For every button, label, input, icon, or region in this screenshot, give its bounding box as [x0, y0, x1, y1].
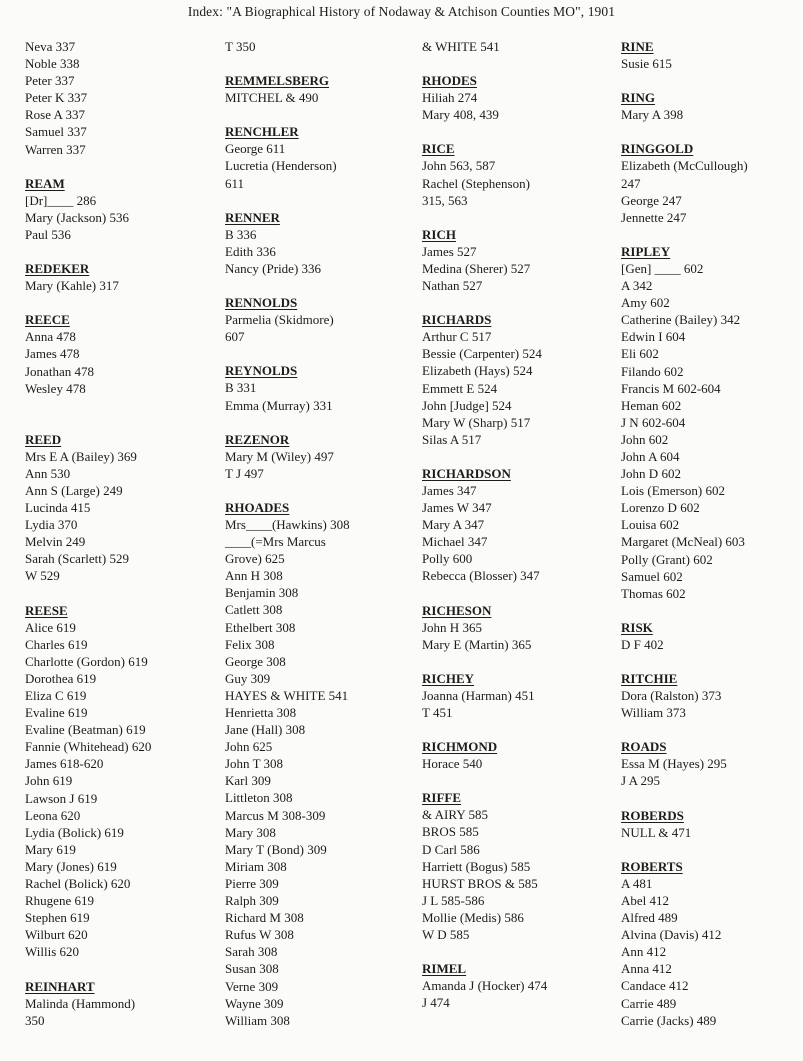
index-entry: J A 295 — [621, 773, 661, 789]
surname-heading: REED — [25, 431, 62, 447]
index-entry: Emmett E 524 — [422, 380, 498, 396]
index-entry: William 373 — [621, 705, 686, 721]
index-entry: James 618-620 — [25, 756, 104, 772]
index-entry: Noble 338 — [25, 56, 80, 72]
index-entry: Alfred 489 — [621, 910, 678, 926]
index-entry: Evaline 619 — [25, 705, 88, 721]
index-entry: Edwin I 604 — [621, 329, 686, 345]
index-entry: T 451 — [422, 705, 453, 720]
index-entry: John T 308 — [225, 756, 284, 772]
index-entry: Polly 600 — [422, 551, 473, 567]
index-entry: Silas A 517 — [422, 431, 482, 447]
index-entry: Paul 536 — [25, 226, 71, 242]
index-entry: Eli 602 — [621, 346, 659, 362]
index-entry: Elizabeth (McCullough) — [621, 158, 748, 174]
index-entry: Richard M 308 — [225, 910, 304, 926]
index-entry: Amanda J (Hocker) 474 — [422, 978, 548, 994]
spacer — [25, 397, 151, 431]
index-entry: John H 365 — [422, 619, 482, 635]
spacer — [225, 192, 350, 209]
surname-heading: RICH — [422, 226, 456, 242]
index-entry: Mary 619 — [25, 841, 76, 857]
index-entry: Elizabeth (Hays) 524 — [422, 363, 533, 379]
index-entry: Wesley 478 — [25, 380, 86, 396]
surname-heading: RICHARDSON — [422, 465, 511, 481]
spacer — [225, 345, 350, 362]
spacer — [422, 448, 547, 465]
surname-heading: RIPLEY — [621, 243, 671, 259]
index-entry: Medina (Sherer) 527 — [422, 260, 531, 276]
index-entry: Charles 619 — [25, 636, 88, 652]
index-column-4 — [621, 38, 748, 1029]
index-entry: W D 585 — [422, 927, 470, 943]
index-entry: Nancy (Pride) 336 — [225, 260, 322, 276]
index-entry: Fannie (Whitehead) 620 — [25, 739, 152, 755]
index-entry: Lawson J 619 — [25, 790, 98, 806]
spacer — [422, 721, 547, 738]
index-entry: Margaret (McNeal) 603 — [621, 534, 745, 550]
index-entry: 611 — [225, 175, 245, 191]
index-entry: Ann 412 — [621, 944, 667, 960]
spacer — [25, 294, 151, 311]
index-entry: Rachel (Bolick) 620 — [25, 876, 131, 892]
index-entry: Evaline (Beatman) 619 — [25, 722, 146, 738]
index-entry: T 350 — [225, 39, 256, 54]
surname-heading: REMMELSBERG — [225, 73, 330, 89]
surname-heading: RENNER — [225, 209, 280, 225]
index-entry: Guy 309 — [225, 670, 271, 686]
index-entry: Abel 412 — [621, 892, 670, 908]
surname-heading: RIMEL — [422, 961, 467, 977]
index-entry: Mary 308 — [225, 824, 276, 840]
index-entry: Michael 347 — [422, 534, 488, 550]
surname-heading: RHODES — [422, 73, 477, 89]
spacer — [621, 653, 748, 670]
index-entry: Malinda (Hammond) — [25, 995, 136, 1011]
index-entry: A 481 — [621, 875, 653, 891]
spacer — [621, 226, 748, 243]
surname-heading: REINHART — [25, 978, 95, 994]
surname-heading: REECE — [25, 312, 70, 328]
index-entry: Samuel 602 — [621, 568, 683, 584]
surname-heading: REYNOLDS — [225, 363, 298, 379]
index-entry: Mary (Jackson) 536 — [25, 209, 129, 225]
index-entry: MITCHEL & 490 — [225, 90, 319, 106]
index-entry: Willis 620 — [25, 944, 80, 960]
surname-heading: ROBERTS — [621, 858, 683, 874]
spacer — [225, 414, 350, 431]
index-entry: Stephen 619 — [25, 910, 90, 926]
surname-heading: RICHARDS — [422, 312, 492, 328]
index-entry: Lydia 370 — [25, 517, 78, 533]
index-entry: Amy 602 — [621, 295, 670, 311]
surname-heading: RIFFE — [422, 790, 461, 806]
index-entry: Benjamin 308 — [225, 585, 299, 601]
index-entry: Mary T (Bond) 309 — [225, 841, 327, 857]
index-entry: Lucretia (Henderson) — [225, 158, 337, 174]
index-entry: [Gen] ____ 602 — [621, 260, 704, 276]
spacer — [422, 585, 547, 602]
index-entry: Melvin 249 — [25, 534, 86, 550]
spacer — [422, 943, 547, 960]
index-entry: Joanna (Harman) 451 — [422, 687, 535, 703]
index-entry: Grove) 625 — [225, 551, 285, 567]
index-entry: Leona 620 — [25, 807, 81, 823]
spacer — [422, 123, 547, 140]
index-entry: Rebecca (Blosser) 347 — [422, 568, 540, 584]
index-entry: Ethelbert 308 — [225, 619, 296, 635]
index-entry: Lucinda 415 — [25, 500, 91, 516]
index-entry: Charlotte (Gordon) 619 — [25, 653, 148, 669]
spacer — [621, 123, 748, 140]
index-entry: Mary E (Martin) 365 — [422, 636, 532, 652]
surname-heading: RING — [621, 90, 655, 106]
spacer — [422, 55, 547, 72]
surname-heading: ROADS — [621, 739, 667, 755]
index-entry: Peter 337 — [25, 73, 75, 89]
index-entry: Nathan 527 — [422, 278, 483, 294]
index-entry: 607 — [225, 329, 245, 345]
index-entry: Sarah 308 — [225, 944, 278, 960]
spacer — [225, 482, 350, 499]
index-entry: Mrs____(Hawkins) 308 — [225, 516, 350, 532]
index-entry: Karl 309 — [225, 773, 271, 789]
spacer — [25, 243, 151, 260]
index-entry: B 336 — [225, 226, 257, 242]
surname-heading: REDEKER — [25, 261, 90, 277]
index-entry: T J 497 — [225, 465, 264, 481]
spacer — [422, 772, 547, 789]
index-entry: D Carl 586 — [422, 841, 480, 857]
index-entry: B 331 — [225, 380, 257, 396]
page-title: Index: "A Biographical History of Nodaway & Atchison Counties MO", 1901 — [187, 4, 616, 19]
index-entry: Felix 308 — [225, 636, 275, 652]
index-entry: John 602 — [621, 431, 669, 447]
index-entry: J N 602-604 — [621, 414, 686, 430]
index-entry: Peter K 337 — [25, 90, 88, 106]
surname-heading: REESE — [25, 602, 68, 618]
index-entry: 315, 563 — [422, 192, 468, 208]
index-entry: D F 402 — [621, 636, 664, 652]
surname-heading: RISK — [621, 619, 653, 635]
spacer — [422, 294, 547, 311]
index-entry: John A 604 — [621, 448, 680, 464]
index-entry: Mary (Kahle) 317 — [25, 278, 119, 294]
index-entry: James W 347 — [422, 500, 492, 516]
surname-heading: ROBERDS — [621, 807, 684, 823]
index-entry: Anna 412 — [621, 961, 672, 977]
index-entry: J L 585-586 — [422, 892, 485, 908]
spacer — [25, 961, 151, 978]
index-column-3 — [422, 38, 547, 1011]
surname-heading: RICHESON — [422, 602, 492, 618]
index-entry: Miriam 308 — [225, 858, 287, 874]
surname-heading: RITCHIE — [621, 671, 678, 686]
index-entry: Edith 336 — [225, 243, 276, 259]
index-entry: Mary (Jones) 619 — [25, 858, 117, 874]
index-entry: 350 — [25, 1012, 45, 1028]
index-entry: Henrietta 308 — [225, 705, 297, 720]
index-entry: John D 602 — [621, 466, 681, 482]
index-entry: Filando 602 — [621, 363, 684, 379]
index-entry: HURST BROS & 585 — [422, 875, 538, 891]
index-entry: ____(=Mrs Marcus — [225, 534, 326, 550]
index-entry: Mary W (Sharp) 517 — [422, 414, 531, 430]
index-entry: Carrie 489 — [621, 995, 677, 1011]
index-entry: Mary M (Wiley) 497 — [225, 448, 334, 464]
index-entry: Thomas 602 — [621, 585, 686, 601]
index-entry: Lois (Emerson) 602 — [621, 483, 725, 499]
surname-heading: RINE — [621, 39, 654, 54]
surname-heading: REZENOR — [225, 431, 290, 447]
index-entry: Catlett 308 — [225, 602, 283, 618]
spacer — [621, 790, 748, 807]
index-entry: James 527 — [422, 243, 477, 259]
surname-heading: RICHMOND — [422, 739, 498, 755]
index-column-2 — [225, 38, 350, 1029]
index-entry: [Dr]____ 286 — [25, 192, 97, 208]
index-entry: Harriett (Bogus) 585 — [422, 858, 531, 874]
index-entry: Rufus W 308 — [225, 927, 294, 943]
index-entry: Littleton 308 — [225, 790, 293, 806]
index-entry: Candace 412 — [621, 978, 689, 994]
index-entry: Verne 309 — [225, 978, 279, 994]
index-entry: Alvina (Davis) 412 — [621, 927, 722, 943]
index-entry: Ann 530 — [25, 465, 71, 481]
index-entry: Carrie (Jacks) 489 — [621, 1012, 717, 1028]
index-entry: Dorothea 619 — [25, 670, 97, 686]
index-entry: Francis M 602-604 — [621, 380, 721, 396]
index-entry: HAYES & WHITE 541 — [225, 687, 349, 703]
spacer — [621, 602, 748, 619]
index-entry: Lorenzo D 602 — [621, 500, 700, 516]
index-entry: Horace 540 — [422, 756, 483, 772]
index-entry: Ralph 309 — [225, 893, 279, 909]
index-entry: & AIRY 585 — [422, 807, 488, 823]
index-entry: Heman 602 — [621, 397, 682, 413]
index-entry: Louisa 602 — [621, 517, 680, 533]
index-entry: Alice 619 — [25, 619, 76, 635]
spacer — [25, 158, 151, 175]
index-entry: Mollie (Medis) 586 — [422, 909, 524, 925]
spacer — [25, 585, 151, 602]
index-entry: Rose A 337 — [25, 107, 85, 123]
index-entry: Jonathan 478 — [25, 363, 94, 379]
index-entry: 247 — [621, 175, 641, 191]
index-column-1 — [25, 38, 151, 1029]
index-entry: Wilburt 620 — [25, 927, 88, 943]
index-entry: J 474 — [422, 995, 450, 1011]
spacer — [225, 55, 350, 72]
index-entry: Sarah (Scarlett) 529 — [25, 551, 129, 567]
index-entry: Ann S (Large) 249 — [25, 482, 123, 498]
index-entry: NULL & 471 — [621, 824, 692, 840]
index-entry: George 247 — [621, 192, 682, 208]
index-entry: Jane (Hall) 308 — [225, 722, 306, 738]
surname-heading: REAM — [25, 175, 65, 191]
index-entry: Catherine (Bailey) 342 — [621, 312, 741, 328]
index-entry: Neva 337 — [25, 39, 76, 54]
index-entry: Mary A 347 — [422, 517, 485, 533]
index-entry: Eliza C 619 — [25, 688, 87, 703]
index-entry: Wayne 309 — [225, 995, 284, 1011]
surname-heading: RICE — [422, 141, 455, 157]
index-entry: A 342 — [621, 278, 653, 294]
index-entry: Ann H 308 — [225, 568, 283, 584]
index-entry: Hiliah 274 — [422, 90, 478, 106]
index-entry: Lydia (Bolick) 619 — [25, 824, 124, 840]
index-entry: James 347 — [422, 482, 477, 498]
surname-heading: RENNOLDS — [225, 295, 298, 311]
index-entry: Pierre 309 — [225, 875, 279, 891]
index-entry: John 563, 587 — [422, 158, 496, 174]
index-entry: Rhugene 619 — [25, 893, 94, 909]
index-entry: Essa M (Hayes) 295 — [621, 756, 727, 772]
index-entry: George 611 — [225, 141, 286, 157]
index-entry: Susan 308 — [225, 961, 279, 977]
spacer — [225, 106, 350, 123]
spacer — [225, 277, 350, 294]
index-entry: Mary A 398 — [621, 107, 684, 123]
index-entry: Susie 615 — [621, 56, 672, 72]
index-entry: James 478 — [25, 346, 80, 362]
index-entry: William 308 — [225, 1012, 290, 1028]
surname-heading: RENCHLER — [225, 124, 299, 140]
spacer — [621, 72, 748, 89]
spacer — [422, 209, 547, 226]
index-entry: John 625 — [225, 739, 273, 755]
index-entry: Dora (Ralston) 373 — [621, 688, 722, 704]
index-entry: Bessie (Carpenter) 524 — [422, 346, 542, 362]
index-entry: Polly (Grant) 602 — [621, 551, 713, 567]
index-entry: Jennette 247 — [621, 209, 687, 225]
index-entry: Mary 408, 439 — [422, 107, 499, 123]
index-entry: Rachel (Stephenson) — [422, 175, 530, 191]
index-entry: Parmelia (Skidmore) — [225, 312, 334, 328]
spacer — [621, 721, 748, 738]
index-entry: Mrs E A (Bailey) 369 — [25, 448, 137, 464]
index-entry: & WHITE 541 — [422, 39, 500, 54]
index-entry: Warren 337 — [25, 141, 86, 157]
index-entry: Marcus M 308-309 — [225, 807, 326, 823]
index-entry: Samuel 337 — [25, 124, 87, 140]
index-entry: Anna 478 — [25, 329, 76, 345]
index-entry: W 529 — [25, 568, 60, 584]
spacer — [621, 841, 748, 858]
index-entry: Arthur C 517 — [422, 329, 492, 345]
index-entry: John 619 — [25, 773, 73, 789]
spacer — [422, 653, 547, 670]
surname-heading: RINGGOLD — [621, 141, 694, 157]
index-entry: BROS 585 — [422, 824, 479, 840]
index-entry: Emma (Murray) 331 — [225, 397, 333, 413]
index-entry: George 308 — [225, 653, 286, 669]
surname-heading: RHOADES — [225, 499, 290, 515]
index-entry: John [Judge] 524 — [422, 397, 512, 413]
surname-heading: RICHEY — [422, 670, 475, 686]
